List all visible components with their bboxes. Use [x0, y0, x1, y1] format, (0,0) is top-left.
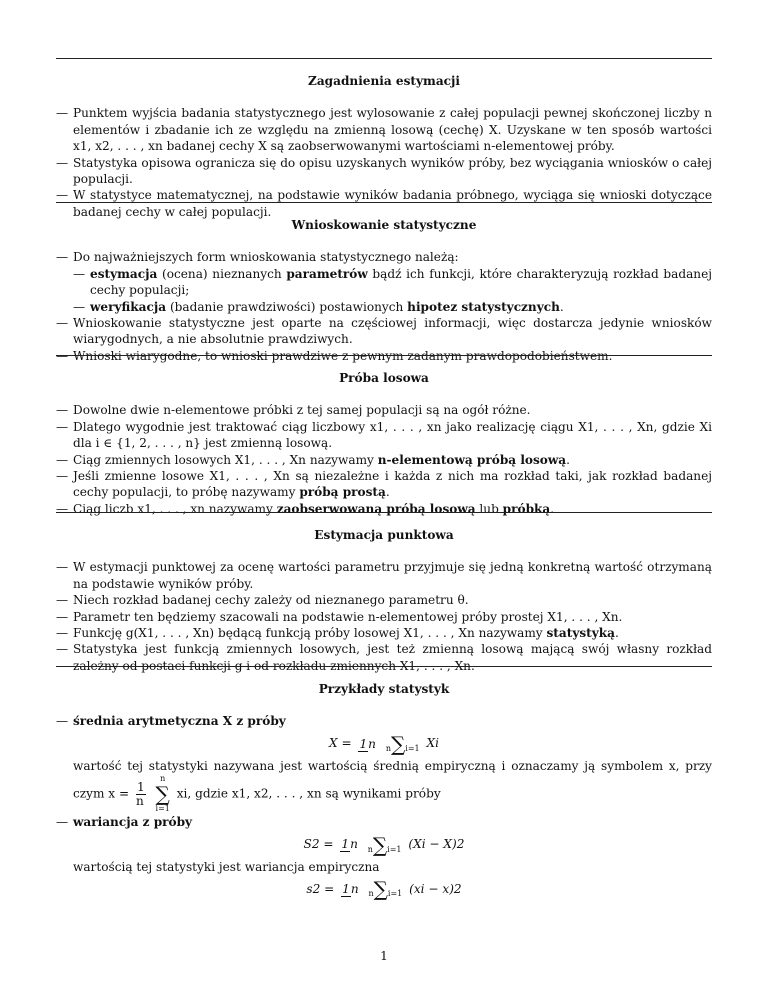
list-item: — Jeśli zmienne losowe X1, . . . , Xn są niezależne i każda z nich ma rozkład taki, jak rozkład badanej cechy populacji, to próbę nazywamy próbą prostą.: [56, 468, 712, 501]
variance-formula: S2 = 1n n∑i=1 (Xi − X)2: [303, 832, 465, 857]
list-item: — Dowolne dwie n-elementowe próbki z tej samej populacji są na ogół różne.: [56, 402, 712, 418]
list: [56, 814, 712, 830]
section-title: Estymacja punktowa: [314, 528, 454, 542]
empirical-variance-formula: s2 = 1n n∑i=1 (xi − x)2: [306, 877, 462, 902]
list-item: — Niech rozkład badanej cechy zależy od nieznanego parametru θ.: [56, 592, 712, 608]
mean-formula: X = 1n n∑i=1 Xi: [329, 731, 439, 756]
list: [56, 249, 712, 364]
rule: [56, 355, 712, 356]
list-item: — W estymacji punktowej za ocenę wartości parametru przyjmuje się jedną konkretną wartość otrzymaną na podstawie wyników próby.: [56, 559, 712, 592]
section-title: Zagadnienia estymacji: [307, 74, 460, 88]
list-item: — Do najważniejszych form wnioskowania statystycznego należą:: [56, 249, 712, 265]
section-estymacja-punktowa: [56, 512, 712, 674]
list-item: — W statystyce matematycznej, na podstawie wyników badania próbnego, wyciąga się wnioski dotyczące badanej cechy w całej populacji.: [56, 187, 712, 220]
section-proba: [56, 355, 712, 517]
list-item-mean: — średnia arytmetyczna X z próby: [56, 713, 712, 729]
page-number: 1: [380, 949, 388, 963]
list-item: — Ciąg liczb x1, . . . , xn nazywamy zaobserwowaną próbą losową lub próbką.: [56, 501, 712, 517]
section-title: Próba losowa: [339, 371, 429, 385]
list-item-variance: — wariancja z próby: [56, 814, 712, 830]
list-item: — Statystyka opisowa ogranicza się do opisu uzyskanych wyników próby, bez wyciągania wniosków o całej populacji.: [56, 155, 712, 188]
list: [56, 402, 712, 517]
section-przyklady: [56, 666, 712, 903]
list-item: — Parametr ten będziemy szacowali na podstawie n-elementowej próby prostej X1, . . . , Xn.: [56, 609, 712, 625]
section-title: Przykłady statystyk: [318, 682, 450, 696]
section-wnioskowanie: [56, 202, 712, 364]
list-item: — Punktem wyjścia badania statystycznego jest wylosowanie z całej populacji pewnej skończonej liczby n elementów i zbadanie ich ze względu na zmienną losową (cechę) X. Uzyskane w ten sposób wartości x1, x2, . . . , xn badanej cechy X są zaobserwowanymi wartościami n-elementowej próby.: [56, 105, 712, 154]
list-item: — Statystyka jest funkcją zmiennych losowych, jest też zmienną losową mającą swój własny rozkład zależny od postaci funkcji g i od rozkładu zmiennych X1, . . . , Xn.: [56, 641, 712, 674]
list: [56, 559, 712, 674]
rule: [56, 202, 712, 203]
section-title: Wnioskowanie statystyczne: [291, 218, 477, 232]
list-item: — Ciąg zmiennych losowych X1, . . . , Xn nazywamy n-elementową próbą losową.: [56, 452, 712, 468]
rule: [56, 512, 712, 513]
list-item: — Dlatego wygodnie jest traktować ciąg liczbowy x1, . . . , xn jako realizację ciągu X1, . . . , Xn, gdzie Xi dla i ∈ {1, 2, . . . , n} jest zmienną losową.: [56, 419, 712, 452]
rule: [56, 58, 712, 59]
rule: [56, 666, 712, 667]
mean-description: wartość tej statystyki nazywana jest wartością średnią empiryczną i oznaczamy ją symbolem x, przy czym x = $\frac{1}{n}$ n ∑ i=1 xi, gdzie x1, x2, . . . , xn są wynikami próby: [73, 758, 712, 814]
section-zagadnienia: [56, 58, 712, 220]
list-item: — Wnioski wiarygodne, to wnioski prawdziwe z pewnym zadanym prawdopodobieństwem.: [56, 348, 712, 364]
list-subitem: — weryfikacja (badanie prawdziwości) postawionych hipotez statystycznych.: [56, 299, 712, 315]
list: [56, 713, 712, 729]
variance-description: wartością tej statystyki jest wariancja empiryczna: [73, 859, 380, 874]
list-item: — Funkcję g(X1, . . . , Xn) będącą funkcją próby losowej X1, . . . , Xn nazywamy statystyką.: [56, 625, 712, 641]
list-item: — Wnioskowanie statystyczne jest oparte na częściowej informacji, więc dostarcza jedynie wniosków wiarygodnych, a nie absolutnie prawdziwych.: [56, 315, 712, 348]
list-subitem: — estymacja (ocena) nieznanych parametrów bądź ich funkcji, które charakteryzują rozkład badanej cechy populacji;: [56, 266, 712, 299]
